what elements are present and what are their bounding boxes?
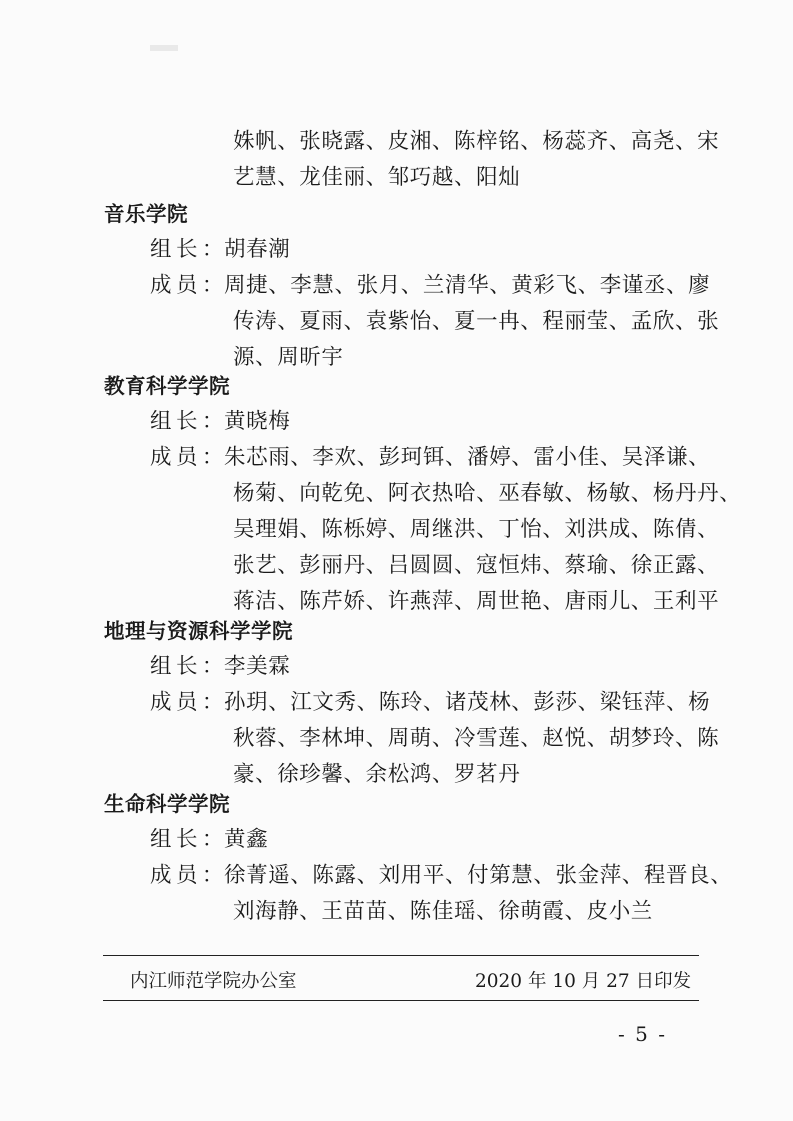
footer-office: 内江师范学院办公室 (130, 971, 297, 992)
section-title: 地理与资源科学学院 (104, 619, 293, 643)
leader-label: 组长： (150, 654, 224, 679)
footer-top-rule (103, 955, 699, 956)
members-label: 成员： (150, 690, 224, 715)
leader-row (150, 408, 290, 436)
members-line: 吴理娟、陈栎婷、周继洪、丁怡、刘洪成、陈倩、 (233, 517, 720, 542)
leader-label: 组长： (150, 409, 224, 434)
members-line: 徐菁遥、陈露、刘用平、付第慧、张金萍、程晋良、 (224, 863, 733, 888)
members-line: 张艺、彭丽丹、吕圆圆、寇恒炜、蔡瑜、徐正露、 (233, 553, 720, 578)
members-line: 朱芯雨、李欢、彭珂铒、潘婷、雷小佳、吴泽谦、 (224, 445, 711, 470)
members-label: 成员： (150, 863, 224, 888)
page-number: - 5 - (618, 1022, 667, 1046)
members-line: 周捷、李慧、张月、兰清华、黄彩飞、李谨丞、廖 (224, 273, 711, 298)
members-row (150, 862, 732, 890)
section-title: 音乐学院 (104, 202, 188, 226)
members-line: 蒋洁、陈芹娇、许燕萍、周世艳、唐雨儿、王利平 (233, 589, 720, 614)
members-line: 传涛、夏雨、袁紫怡、夏一冉、程丽莹、孟欣、张 (233, 309, 720, 334)
scan-smudge (150, 45, 178, 51)
section-title: 生命科学学院 (104, 792, 230, 816)
members-row (150, 272, 710, 300)
members-line: 源、周昕宇 (233, 345, 344, 370)
members-continuation-line: 姝帆、张晓露、皮湘、陈梓铭、杨蕊齐、高尧、宋 (233, 129, 720, 154)
members-line: 秋蓉、李林坤、周萌、冷雪莲、赵悦、胡梦玲、陈 (233, 726, 720, 751)
footer-date: 2020 年 10 月 27 日印发 (475, 971, 692, 992)
members-label: 成员： (150, 445, 224, 470)
leader-row (150, 653, 290, 681)
members-row (150, 444, 710, 472)
members-line: 孙玥、江文秀、陈玲、诸茂林、彭莎、梁钰萍、杨 (224, 690, 711, 715)
members-continuation-line: 艺慧、龙佳丽、邹巧越、阳灿 (233, 165, 521, 190)
section-title: 教育科学学院 (104, 374, 230, 398)
members-line: 刘海静、王苗苗、陈佳瑶、徐萌霞、皮小兰 (233, 899, 653, 924)
members-row (150, 689, 710, 717)
leader-name: 黄晓梅 (224, 409, 291, 434)
leader-name: 李美霖 (224, 654, 291, 679)
footer-bottom-rule (103, 1000, 699, 1001)
leader-name: 胡春潮 (224, 237, 291, 262)
members-line: 杨菊、向乾免、阿衣热哈、巫春敏、杨敏、杨丹丹、 (233, 481, 742, 506)
leader-label: 组长： (150, 237, 224, 262)
members-label: 成员： (150, 273, 224, 298)
members-line: 豪、徐珍馨、余松鸿、罗茗丹 (233, 762, 521, 787)
leader-name: 黄鑫 (224, 827, 269, 852)
leader-row (150, 826, 268, 854)
leader-row (150, 236, 290, 264)
leader-label: 组长： (150, 827, 224, 852)
